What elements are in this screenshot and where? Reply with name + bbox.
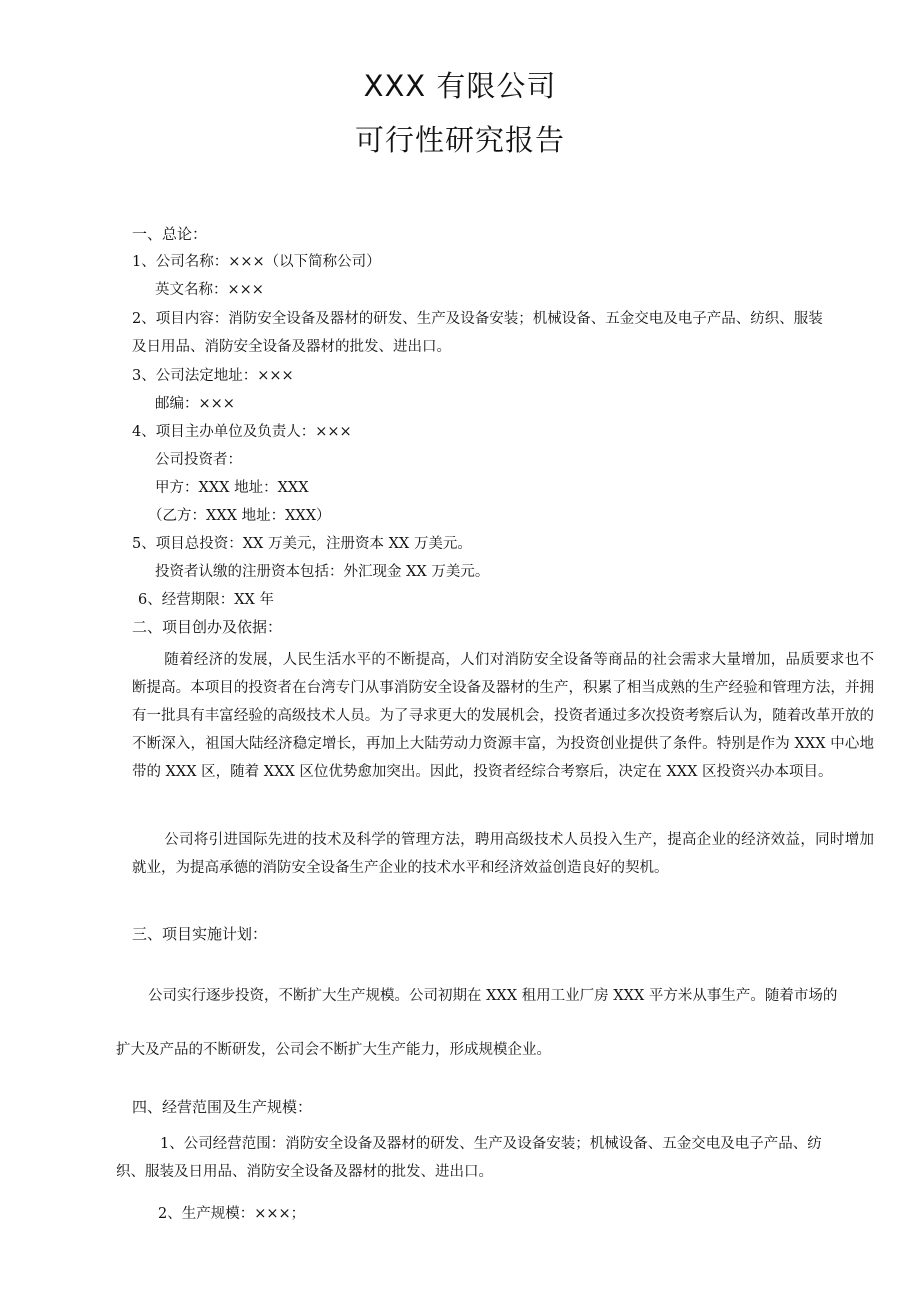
paragraph-text: 随着经济的发展，人民生活水平的不断提高，人们对消防安全设备等商品的社会需求大量增加，品质要求也不断提高。本项目的投资者在台湾专门从事消防安全设备及器材的生产，积累了相当成熟的生产经验和管理方法，并拥有一批具有丰富经验的高级技术人员。为了寻求更大的发展机会，投资者通过多次投资考察后认为，随着改革开放的不断深入，祖国大陆经济稳定增长，再加上大陆劳动力资源丰富，为投资创业提供了条件。特别是作为 XXX 中心地带的 XXX 区，随着 XXX 区位优势愈加突出。因此，投资者经综合考察后，决定在 XXX 区投资兴办本项目。 <box>132 652 874 780</box>
section-2-heading: 二、项目创办及依据： <box>132 618 283 636</box>
paragraph-text: 公司将引进国际先进的技术及科学的管理方法，聘用高级技术人员投入生产，提高企业的经济效益，同时增加就业，为提高承德的消防安全设备生产企业的技术水平和经济效益创造良好的契机。 <box>132 832 874 876</box>
section-2-paragraph-2 <box>132 826 874 882</box>
company-title: XXX 有限公司 <box>363 69 557 103</box>
investors-line: 公司投资者： <box>155 452 242 468</box>
sponsor-line: 4、项目主办单位及负责人：××× <box>132 424 352 440</box>
implementation-line-2: 扩大及产品的不断研发，公司会不断扩大生产能力，形成规模企业。 <box>116 1042 551 1058</box>
production-scale-line: 2、生产规模：×××； <box>158 1206 306 1222</box>
party-a-line: 甲方：XXX 地址：XXX <box>155 480 309 496</box>
business-scope-line-2: 织、服装及日用品、消防安全设备及器材的批发、进出口。 <box>116 1164 493 1180</box>
implementation-line-1: 公司实行逐步投资，不断扩大生产规模。公司初期在 XXX 租用工业厂房 XXX 平方米从事生产。随着市场的 <box>148 988 838 1004</box>
business-scope-line-1: 1、公司经营范围：消防安全设备及器材的研发、生产及设备安装；机械设备、五金交电及电子产品、纺 <box>160 1136 822 1152</box>
postcode-line: 邮编：××× <box>155 396 235 412</box>
company-name-line: 1、公司名称：×××（以下简称公司） <box>132 254 381 270</box>
report-title: 可行性研究报告 <box>354 123 565 157</box>
party-b-line: （乙方：XXX 地址：XXX） <box>148 508 331 524</box>
section-3-heading: 三、项目实施计划： <box>132 925 268 943</box>
legal-address-line: 3、公司法定地址：××× <box>132 368 294 384</box>
total-investment-line: 5、项目总投资：XX 万美元，注册资本 XX 万美元。 <box>132 536 472 552</box>
project-content-line-2: 及日用品、消防安全设备及器材的批发、进出口。 <box>132 339 451 355</box>
operating-period-line: 6、经营期限：XX 年 <box>138 592 274 608</box>
english-name-line: 英文名称：××× <box>155 282 264 298</box>
section-4-heading: 四、经营范围及生产规模： <box>132 1098 313 1116</box>
section-1-heading: 一、总论： <box>132 225 208 243</box>
section-2-paragraph-1 <box>132 646 874 786</box>
project-content-line: 2、项目内容：消防安全设备及器材的研发、生产及设备安装；机械设备、五金交电及电子产品、纺织、服装 <box>132 311 823 327</box>
registered-capital-line: 投资者认缴的注册资本包括：外汇现金 XX 万美元。 <box>155 564 490 580</box>
